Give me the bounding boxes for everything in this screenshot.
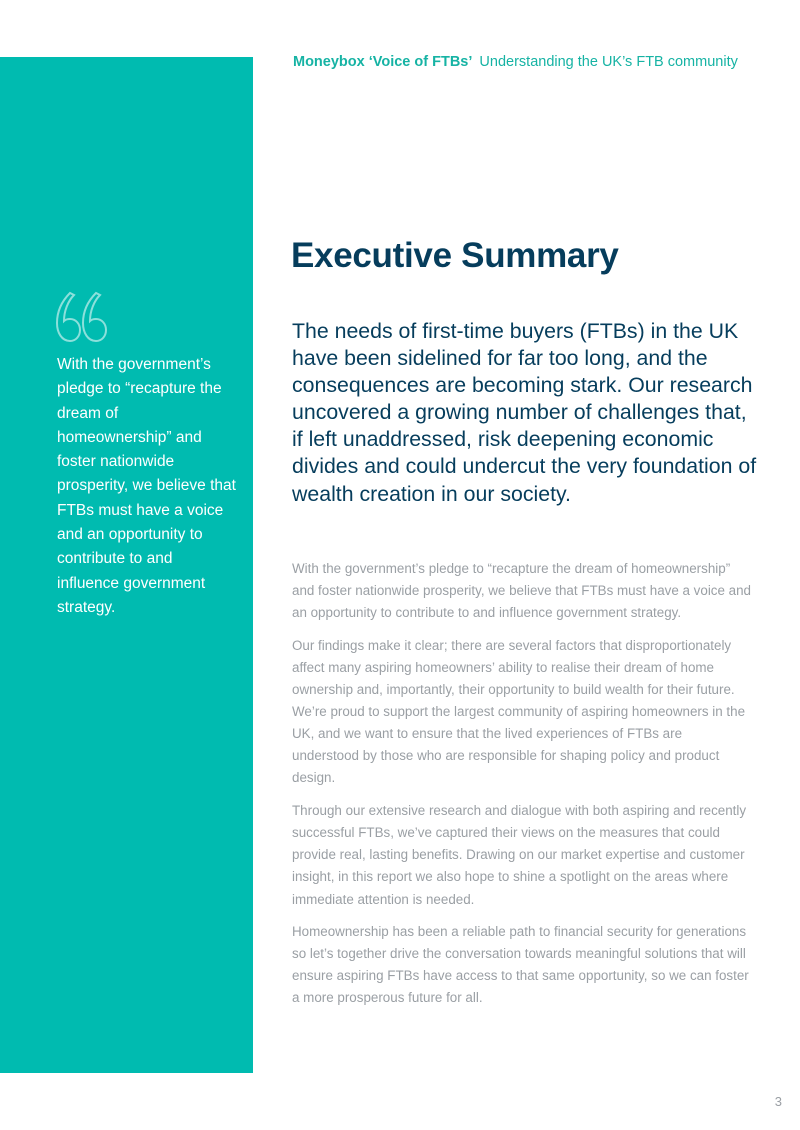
report-subtitle: Understanding the UK’s FTB community — [479, 54, 738, 70]
page-number: 3 — [774, 1094, 782, 1109]
pull-quote: With the government’s pledge to “recapture the dream of homeownership” and foster nationwide prosperity, we believe that FTBs must have a voice and an opportunity to contribute to and influence government strategy. — [57, 356, 236, 616]
page-title: Executive Summary — [291, 236, 619, 275]
lead-paragraph: The needs of first-time buyers (FTBs) in the UK have been sidelined for far too long, and the consequences are becoming stark. Our research uncovered a growing number of challenges that, if left unaddressed, risk deepening economic divides and could undercut the very foundation of wealth creation in our society. — [292, 319, 757, 506]
body-paragraph: Our findings make it clear; there are several factors that disproportionately affect many aspiring homeowners’ ability to realise their dream of home ownership and, importantly, their opportunity to build wealth for their future. We’re proud to support the largest community of aspiring homeowners in the UK, and we want to ensure that the lived experiences of FTBs are understood by those who are responsible for shaping policy and product design. — [292, 637, 746, 786]
body-paragraph: With the government’s pledge to “recapture the dream of homeownership” and foster nationwide prosperity, we believe that FTBs must have a voice and an opportunity to contribute to and influence government strategy. — [292, 561, 751, 621]
page-header — [293, 54, 753, 70]
report-brand: Moneybox ‘Voice of FTBs’ — [293, 54, 473, 70]
body-text — [292, 558, 752, 1020]
sidebar-panel — [0, 57, 253, 1073]
quote-mark-icon — [54, 289, 114, 345]
body-paragraph: Homeownership has been a reliable path to financial security for generations so let’s together drive the conversation towards meaningful solutions that will ensure aspiring FTBs have access to that same opportunity, so we can foster a more prosperous future for all. — [292, 924, 749, 1006]
body-paragraph: Through our extensive research and dialogue with both aspiring and recently successful FTBs, we’ve captured their views on the measures that could provide real, lasting benefits. Drawing on our market expertise and customer insight, in this report we also hope to shine a spotlight on the areas where immediate attention is needed. — [292, 803, 747, 907]
